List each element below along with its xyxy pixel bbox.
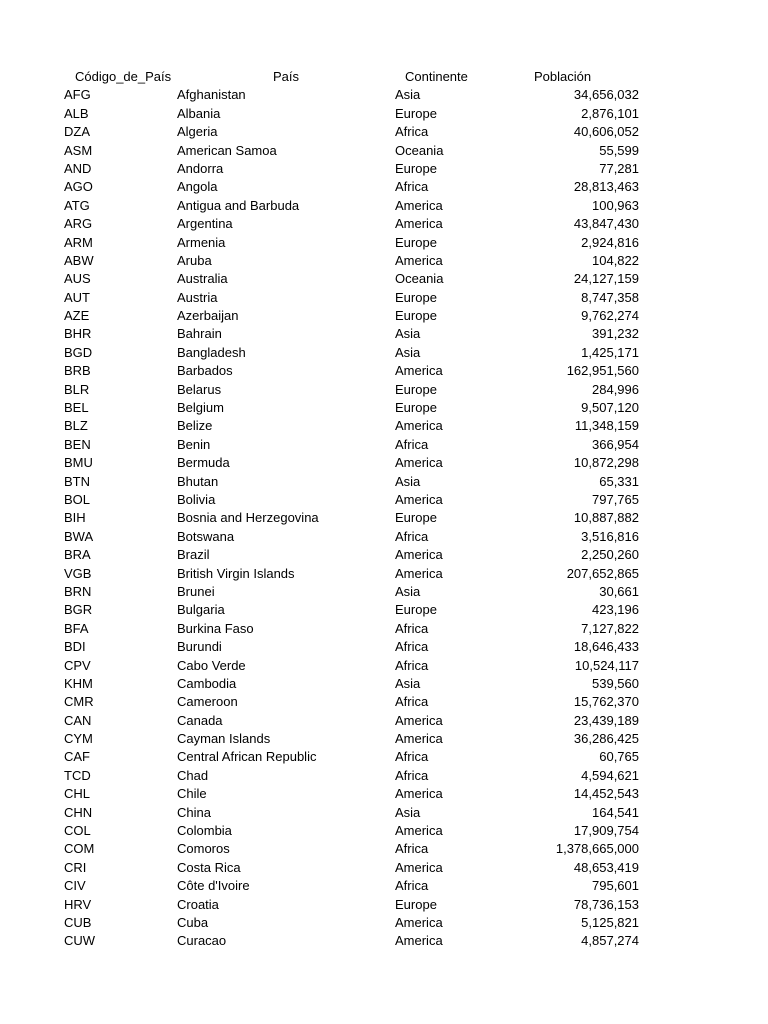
table-row	[0, 620, 768, 638]
continent-cell: America	[395, 547, 443, 563]
header-population: Población	[534, 69, 592, 84]
country-cell: Australia	[177, 271, 228, 287]
country-cell: Belgium	[177, 400, 224, 416]
continent-cell: Asia	[395, 804, 421, 820]
population-cell: 36,286,425	[573, 731, 639, 747]
country-cell: Cuba	[177, 914, 209, 930]
population-cell: 2,876,101	[581, 105, 639, 121]
table-row	[0, 344, 768, 362]
country-cell: Bermuda	[177, 455, 230, 471]
code-cell: BLR	[64, 381, 90, 397]
country-cell: Chad	[177, 767, 209, 783]
code-cell: BDI	[64, 639, 86, 655]
table-row	[0, 362, 768, 380]
population-cell: 10,887,882	[573, 510, 639, 526]
code-cell: AZE	[64, 308, 90, 324]
table-row	[0, 178, 768, 196]
code-cell: AUS	[64, 271, 91, 287]
table-row	[0, 307, 768, 325]
code-cell: BEL	[64, 400, 89, 416]
table-row	[0, 86, 768, 104]
country-cell: Canada	[177, 712, 223, 728]
population-cell: 78,736,153	[573, 896, 639, 912]
population-cell: 55,599	[599, 142, 639, 158]
continent-cell: America	[395, 491, 443, 507]
code-cell: BWA	[64, 528, 94, 544]
continent-cell: Europe	[395, 234, 437, 250]
table-row	[0, 693, 768, 711]
code-cell: BOL	[64, 491, 91, 507]
continent-cell: Africa	[395, 878, 429, 894]
continent-cell: America	[395, 565, 443, 581]
code-cell: BIH	[64, 510, 86, 526]
code-cell: CAF	[64, 749, 90, 765]
population-cell: 17,909,754	[573, 823, 639, 839]
population-cell: 1,378,665,000	[555, 841, 639, 857]
country-cell: Costa Rica	[177, 859, 241, 875]
country-cell: Burkina Faso	[177, 620, 254, 636]
code-cell: ARG	[64, 216, 93, 232]
continent-cell: Africa	[395, 124, 429, 140]
population-cell: 43,847,430	[573, 216, 639, 232]
population-cell: 8,747,358	[581, 289, 639, 305]
country-cell: Algeria	[177, 124, 218, 140]
table-row	[0, 215, 768, 233]
country-cell: Comoros	[177, 841, 230, 857]
population-cell: 539,560	[592, 675, 639, 691]
country-cell: Botswana	[177, 528, 235, 544]
country-cell: Cayman Islands	[177, 731, 271, 747]
table-row	[0, 565, 768, 583]
table-row	[0, 491, 768, 509]
table-row	[0, 417, 768, 435]
continent-cell: America	[395, 197, 443, 213]
code-cell: VGB	[64, 565, 92, 581]
continent-cell: Oceania	[395, 142, 444, 158]
population-cell: 15,762,370	[573, 694, 639, 710]
code-cell: CHN	[64, 804, 93, 820]
table-row	[0, 142, 768, 160]
table-row	[0, 399, 768, 417]
country-cell: China	[177, 804, 211, 820]
population-cell: 30,661	[599, 583, 639, 599]
country-cell: American Samoa	[177, 142, 277, 158]
table-row	[0, 325, 768, 343]
country-cell: Chile	[177, 786, 207, 802]
population-cell: 28,813,463	[573, 179, 639, 195]
table-row	[0, 528, 768, 546]
table-row	[0, 270, 768, 288]
header-code: Código_de_País	[75, 69, 172, 84]
country-cell: Antigua and Barbuda	[177, 197, 300, 213]
table-row	[0, 160, 768, 178]
country-cell: Bulgaria	[177, 602, 225, 618]
population-cell: 104,822	[592, 252, 639, 268]
country-cell: Austria	[177, 289, 218, 305]
table-row	[0, 105, 768, 123]
population-cell: 60,765	[599, 749, 639, 765]
code-cell: CPV	[64, 657, 91, 673]
table-row	[0, 234, 768, 252]
code-cell: BGR	[64, 602, 93, 618]
population-cell: 5,125,821	[581, 914, 639, 930]
code-cell: BLZ	[64, 418, 88, 434]
code-cell: CYM	[64, 731, 93, 747]
country-cell: Argentina	[177, 216, 233, 232]
country-cell: Croatia	[177, 896, 219, 912]
continent-cell: America	[395, 363, 443, 379]
code-cell: BGD	[64, 344, 93, 360]
table-row	[0, 675, 768, 693]
population-cell: 10,872,298	[573, 455, 639, 471]
population-cell: 1,425,171	[581, 344, 639, 360]
table-body	[0, 86, 768, 950]
continent-cell: America	[395, 731, 443, 747]
continent-cell: Africa	[395, 436, 429, 452]
continent-cell: Europe	[395, 105, 437, 121]
population-cell: 10,524,117	[574, 657, 639, 673]
table-row	[0, 822, 768, 840]
continent-cell: Europe	[395, 381, 437, 397]
country-cell: Benin	[177, 436, 211, 452]
country-cell: Bangladesh	[177, 344, 246, 360]
continent-cell: America	[395, 933, 443, 949]
table-row	[0, 289, 768, 307]
country-cell: Afghanistan	[177, 87, 246, 103]
continent-cell: Europe	[395, 289, 437, 305]
table-row	[0, 197, 768, 215]
code-cell: CUW	[64, 933, 96, 949]
code-cell: BMU	[64, 455, 93, 471]
code-cell: CIV	[64, 878, 86, 894]
code-cell: BRN	[64, 583, 92, 599]
population-cell: 2,924,816	[581, 234, 639, 250]
population-cell: 391,232	[592, 326, 639, 342]
continent-cell: Europe	[395, 602, 437, 618]
code-cell: AND	[64, 160, 92, 176]
population-cell: 100,963	[592, 197, 639, 213]
population-cell: 797,765	[592, 491, 639, 507]
population-cell: 284,996	[592, 381, 639, 397]
population-cell: 40,606,052	[573, 124, 639, 140]
country-cell: Brazil	[177, 547, 210, 563]
continent-cell: America	[395, 914, 443, 930]
continent-cell: Asia	[395, 675, 421, 691]
continent-cell: Africa	[395, 620, 429, 636]
country-cell: Central African Republic	[177, 749, 317, 765]
table-row	[0, 896, 768, 914]
population-table	[0, 68, 768, 951]
population-cell: 423,196	[592, 602, 639, 618]
population-cell: 65,331	[599, 473, 639, 489]
code-cell: DZA	[64, 124, 90, 140]
code-cell: AGO	[64, 179, 93, 195]
continent-cell: America	[395, 786, 443, 802]
continent-cell: Europe	[395, 510, 437, 526]
continent-cell: America	[395, 455, 443, 471]
country-cell: Bosnia and Herzegovina	[177, 510, 319, 526]
continent-cell: Asia	[395, 87, 421, 103]
code-cell: ASM	[64, 142, 93, 158]
population-cell: 48,653,419	[573, 859, 639, 875]
table-row	[0, 730, 768, 748]
code-cell: ARM	[64, 234, 93, 250]
code-cell: AFG	[64, 87, 91, 103]
continent-cell: America	[395, 216, 443, 232]
country-cell: Bolivia	[177, 491, 216, 507]
country-cell: Angola	[177, 179, 218, 195]
continent-cell: Oceania	[395, 271, 444, 287]
table-row	[0, 767, 768, 785]
country-cell: Curacao	[177, 933, 227, 949]
population-cell: 7,127,822	[581, 620, 639, 636]
continent-cell: Europe	[395, 308, 437, 324]
code-cell: KHM	[64, 675, 93, 691]
population-cell: 77,281	[599, 160, 639, 176]
population-cell: 207,652,865	[566, 565, 639, 581]
country-cell: Aruba	[177, 252, 212, 268]
country-cell: Armenia	[177, 234, 226, 250]
table-row	[0, 546, 768, 564]
code-cell: BRA	[64, 547, 91, 563]
country-cell: Cabo Verde	[177, 657, 246, 673]
country-cell: Bahrain	[177, 326, 222, 342]
population-cell: 9,507,120	[581, 400, 639, 416]
table-row	[0, 436, 768, 454]
continent-cell: America	[395, 823, 443, 839]
header-country: País	[273, 69, 300, 84]
code-cell: ALB	[64, 105, 89, 121]
code-cell: BFA	[64, 620, 89, 636]
continent-cell: America	[395, 712, 443, 728]
code-cell: BRB	[64, 363, 91, 379]
table-row	[0, 583, 768, 601]
country-cell: Bhutan	[177, 473, 219, 489]
population-cell: 162,951,560	[566, 363, 639, 379]
country-cell: Cambodia	[177, 675, 237, 691]
code-cell: ATG	[64, 197, 90, 213]
country-cell: British Virgin Islands	[177, 565, 295, 581]
code-cell: BHR	[64, 326, 92, 342]
country-cell: Azerbaijan	[177, 308, 239, 324]
population-cell: 2,250,260	[581, 547, 639, 563]
country-cell: Albania	[177, 105, 221, 121]
table-row	[0, 914, 768, 932]
continent-cell: Asia	[395, 473, 421, 489]
continent-cell: Africa	[395, 749, 429, 765]
country-cell: Barbados	[177, 363, 233, 379]
country-cell: Cameroon	[177, 694, 238, 710]
header-continent: Continente	[405, 69, 468, 84]
continent-cell: Europe	[395, 400, 437, 416]
country-cell: Côte d'Ivoire	[177, 878, 250, 894]
population-cell: 4,594,621	[581, 767, 639, 783]
table-row	[0, 601, 768, 619]
table-row	[0, 748, 768, 766]
code-cell: AUT	[64, 289, 90, 305]
table-row	[0, 840, 768, 858]
continent-cell: Europe	[395, 160, 437, 176]
country-cell: Belize	[177, 418, 213, 434]
table-row	[0, 932, 768, 950]
continent-cell: Europe	[395, 896, 437, 912]
country-cell: Colombia	[177, 823, 232, 839]
table-row	[0, 123, 768, 141]
population-cell: 11,348,159	[574, 418, 639, 434]
table-row	[0, 859, 768, 877]
population-cell: 795,601	[592, 878, 639, 894]
continent-cell: Africa	[395, 694, 429, 710]
population-cell: 164,541	[592, 804, 639, 820]
population-cell: 9,762,274	[581, 308, 639, 324]
code-cell: BEN	[64, 436, 91, 452]
continent-cell: Africa	[395, 767, 429, 783]
population-cell: 18,646,433	[573, 639, 639, 655]
continent-cell: Asia	[395, 344, 421, 360]
table-row	[0, 638, 768, 656]
table-row	[0, 252, 768, 270]
code-cell: CAN	[64, 712, 92, 728]
population-cell: 23,439,189	[573, 712, 639, 728]
continent-cell: Africa	[395, 657, 429, 673]
code-cell: HRV	[64, 896, 92, 912]
code-cell: ABW	[64, 252, 94, 268]
table-row	[0, 804, 768, 822]
header-row	[0, 68, 768, 86]
table-row	[0, 473, 768, 491]
continent-cell: America	[395, 859, 443, 875]
continent-cell: Africa	[395, 179, 429, 195]
table-row	[0, 785, 768, 803]
continent-cell: Asia	[395, 326, 421, 342]
code-cell: CMR	[64, 694, 94, 710]
table-row	[0, 712, 768, 730]
continent-cell: America	[395, 252, 443, 268]
population-cell: 3,516,816	[581, 528, 639, 544]
population-cell: 4,857,274	[581, 933, 639, 949]
code-cell: TCD	[64, 767, 91, 783]
country-cell: Belarus	[177, 381, 222, 397]
table-row	[0, 509, 768, 527]
country-cell: Burundi	[177, 639, 222, 655]
code-cell: BTN	[64, 473, 90, 489]
continent-cell: Africa	[395, 528, 429, 544]
continent-cell: Asia	[395, 583, 421, 599]
population-cell: 34,656,032	[573, 87, 639, 103]
table-row	[0, 657, 768, 675]
continent-cell: Africa	[395, 841, 429, 857]
code-cell: COM	[64, 841, 95, 857]
code-cell: COL	[64, 823, 91, 839]
continent-cell: America	[395, 418, 443, 434]
code-cell: CRI	[64, 859, 87, 875]
table-row	[0, 877, 768, 895]
table-row	[0, 454, 768, 472]
table-row	[0, 381, 768, 399]
population-cell: 14,452,543	[573, 786, 639, 802]
code-cell: CHL	[64, 786, 91, 802]
code-cell: CUB	[64, 914, 92, 930]
population-cell: 366,954	[592, 436, 639, 452]
continent-cell: Africa	[395, 639, 429, 655]
country-cell: Brunei	[177, 583, 215, 599]
population-cell: 24,127,159	[573, 271, 639, 287]
country-cell: Andorra	[177, 160, 224, 176]
